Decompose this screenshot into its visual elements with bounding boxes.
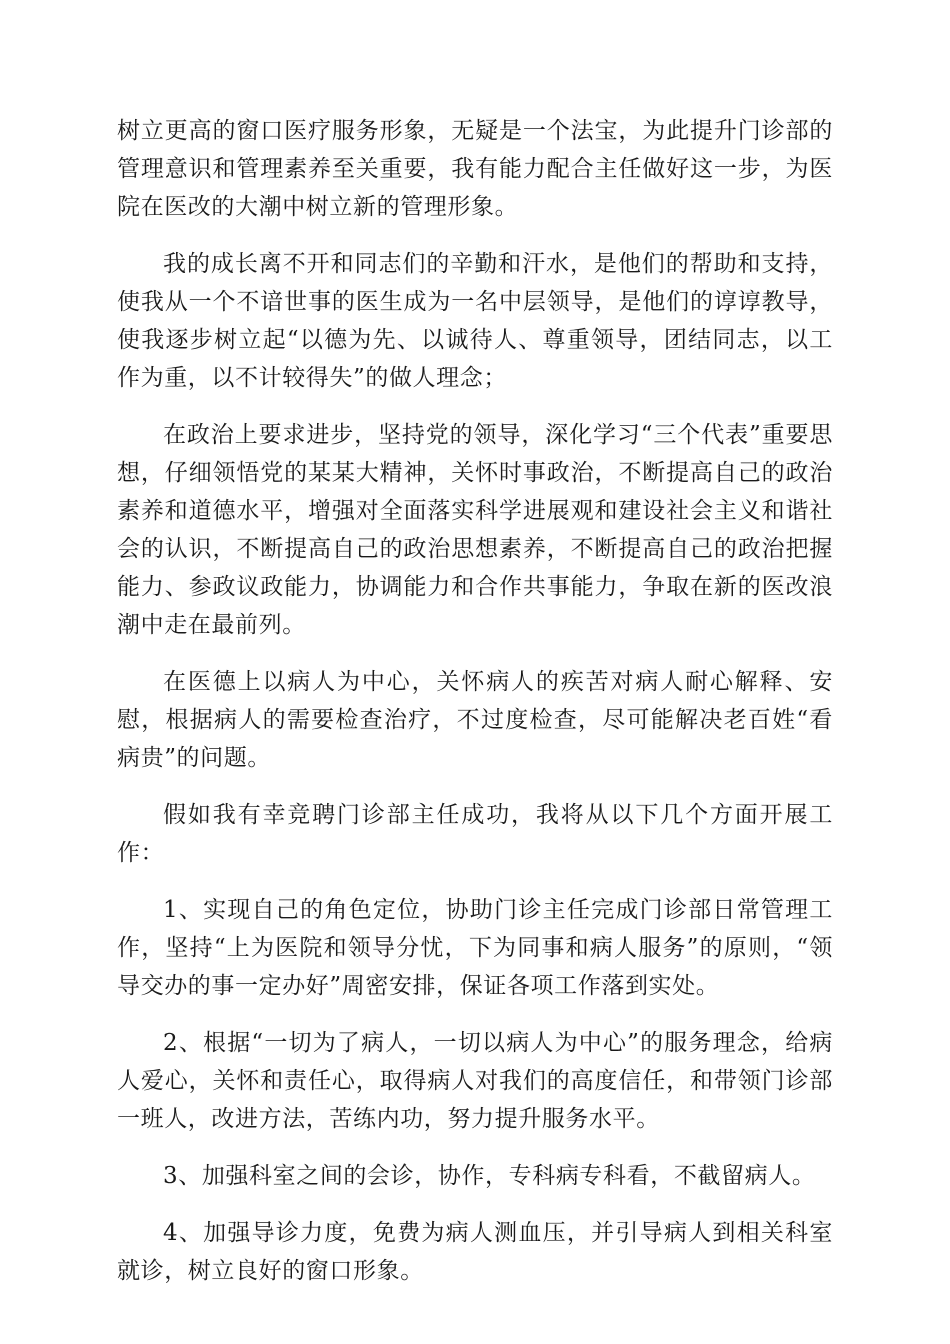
paragraph-2: 我的成长离不开和同志们的辛勤和汗水，是他们的帮助和支持，使我从一个不谙世事的医生成为一名中层领导，是他们的谆谆教导，使我逐步树立起“以德为先、以诚待人、尊重领导，团结同志，以工作为重，以不计较得失”的做人理念；	[117, 251, 833, 391]
list-item-4: 4、加强导诊力度，免费为病人测血压，并引导病人到相关科室就诊，树立良好的窗口形象。	[117, 1220, 833, 1284]
paragraph-4: 在医德上以病人为中心，关怀病人的疾苦对病人耐心解释、安慰，根据病人的需要检查治疗，不过度检查，尽可能解决老百姓“看病贵”的问题。	[117, 669, 833, 771]
paragraph-1: 树立更高的窗口医疗服务形象，无疑是一个法宝，为此提升门诊部的管理意识和管理素养至关重要，我有能力配合主任做好这一步，为医院在医改的大潮中树立新的管理形象。	[117, 118, 833, 220]
paragraph-5: 假如我有幸竞聘门诊部主任成功，我将从以下几个方面开展工作：	[117, 802, 833, 866]
list-item-3: 3、加强科室之间的会诊，协作，专科病专科看，不截留病人。	[163, 1163, 816, 1189]
list-item-1: 1、实现自己的角色定位，协助门诊主任完成门诊部日常管理工作，坚持“上为医院和领导分忧，下为同事和病人服务”的原则，“领导交办的事一定办好”周密安排，保证各项工作落到实处。	[117, 897, 833, 999]
list-item-2: 2、根据“一切为了病人，一切以病人为中心”的服务理念，给病人爱心，关怀和责任心，取得病人对我们的高度信任，和带领门诊部一班人，改进方法，苦练内功，努力提升服务水平。	[117, 1030, 833, 1132]
paragraph-3: 在政治上要求进步，坚持党的领导，深化学习“三个代表”重要思想，仔细领悟党的某某大精神，关怀时事政治，不断提高自己的政治素养和道德水平，增强对全面落实科学进展观和建设社会主义和谐社会的认识，不断提高自己的政治思想素养，不断提高自己的政治把握能力、参政议政能力，协调能力和合作共事能力，争取在新的医改浪潮中走在最前列。	[117, 422, 833, 638]
document-body	[117, 112, 833, 1309]
